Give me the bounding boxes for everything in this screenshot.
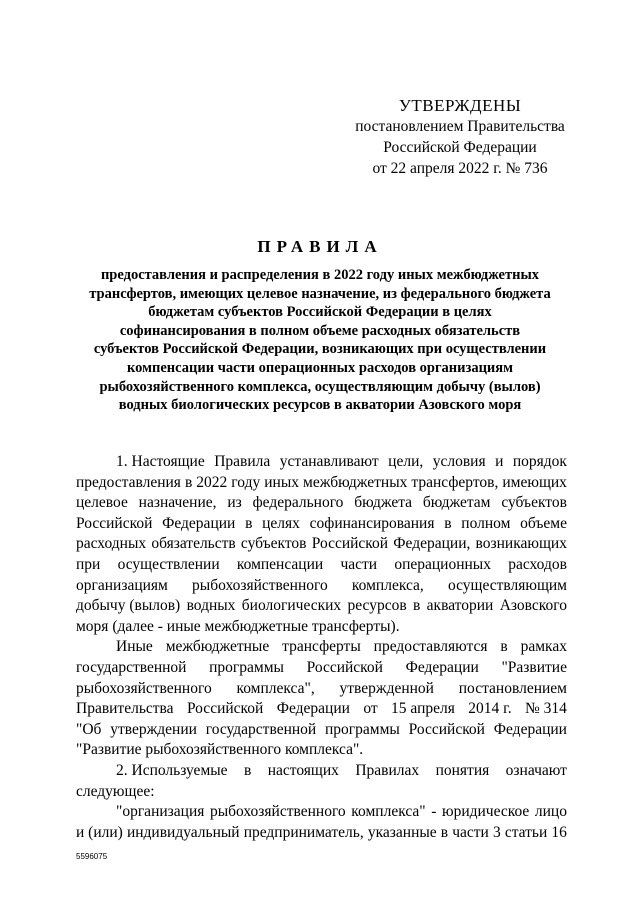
word: в <box>440 823 449 841</box>
word: лицо <box>534 803 567 821</box>
word: понятия <box>435 761 490 779</box>
word: государственной <box>205 720 317 738</box>
text-line <box>76 679 567 700</box>
text-line <box>76 802 567 823</box>
word: в <box>245 514 253 532</box>
word: предприниматель, <box>243 823 364 841</box>
word: статьи <box>504 823 548 841</box>
word: при <box>76 555 101 573</box>
word: утвержденной <box>339 679 434 697</box>
word: осуществляющим <box>447 576 567 594</box>
word: юридическое <box>441 803 530 821</box>
word: расходов <box>508 555 567 573</box>
word: № 314 <box>525 700 567 718</box>
subtitle-line: рыбохозяйственного комплекса, осуществляющим добычу (вылов) <box>99 378 541 395</box>
word: части <box>340 555 378 573</box>
text-line <box>76 555 567 576</box>
document-code: 5596075 <box>76 852 108 861</box>
word: программы <box>324 720 400 738</box>
approval-line: от 22 апреля 2022 г. № 736 <box>372 160 548 177</box>
text-line <box>76 761 567 782</box>
word: 2022 <box>196 473 228 491</box>
word: порядок <box>512 453 567 470</box>
word: Федерации <box>493 720 567 738</box>
paragraph <box>76 802 567 843</box>
text-line <box>76 782 567 803</box>
text-line <box>76 720 567 741</box>
word: бюджета <box>354 494 413 512</box>
word: Федерации, <box>393 535 471 553</box>
word: Правительства <box>76 700 174 718</box>
text-line <box>76 699 567 720</box>
word: осуществлении <box>117 555 220 573</box>
word: добычу (вылов) <box>76 597 181 615</box>
word: иных <box>264 473 299 491</box>
word: объеме <box>520 514 567 532</box>
word: 1. Настоящие <box>116 453 205 470</box>
approval-line: постановлением Правительства <box>355 118 565 135</box>
text-line <box>76 534 567 555</box>
text-line <box>76 576 567 597</box>
word: постановлением <box>458 679 567 697</box>
word: Российской <box>408 720 485 738</box>
word: настоящих <box>267 761 339 779</box>
word: "организация <box>116 803 205 821</box>
word: и (или) <box>76 823 123 841</box>
word: предоставляются <box>373 638 488 656</box>
paragraph <box>76 761 567 802</box>
word: ресурсов <box>347 597 407 615</box>
word: операционных <box>394 555 491 573</box>
word: организациям <box>76 576 168 594</box>
word: в <box>184 473 193 491</box>
subtitle-line: предоставления и распределения в 2022 году иных межбюджетных <box>100 267 540 283</box>
word: субъектов <box>240 535 307 553</box>
word: в <box>444 514 452 532</box>
word: полном <box>461 514 511 532</box>
word: в <box>243 761 252 779</box>
word: рыбохозяйственного <box>209 803 346 821</box>
word: части <box>452 823 489 841</box>
document-title: ПРАВИЛА <box>257 237 383 256</box>
word: 15 апреля <box>391 700 455 718</box>
word: возникающих <box>475 535 567 553</box>
text-line <box>76 452 567 473</box>
word: 3 <box>492 823 501 841</box>
word: указанные <box>367 823 437 841</box>
word: Российской <box>76 514 153 532</box>
subtitle-line: софинансирования в полном объеме расходных обязательств <box>119 322 521 339</box>
word: комплекса", <box>236 679 315 697</box>
word: расходных <box>76 535 147 553</box>
document-subtitle <box>60 266 580 415</box>
word: году <box>231 473 261 491</box>
word: означают <box>505 761 567 779</box>
word: Федерации <box>162 514 236 532</box>
word: от <box>363 700 378 718</box>
word: водных <box>186 597 236 615</box>
word: 2. Используемые <box>116 761 228 779</box>
paragraph <box>76 637 567 761</box>
word: Азовского <box>499 597 567 615</box>
word: цели, <box>388 453 424 470</box>
word: в <box>500 638 508 656</box>
word: софинансирования <box>309 514 435 532</box>
text-line <box>76 658 567 679</box>
approval-line: Российской Федерации <box>383 139 537 156</box>
text-line <box>76 493 567 514</box>
text-line <box>76 473 567 494</box>
word: из <box>227 494 242 512</box>
word: федерального <box>252 494 344 512</box>
word: следующее: <box>76 782 155 800</box>
word: 2014 г. <box>468 700 512 718</box>
document-body <box>76 452 567 843</box>
word: целевое <box>76 494 128 512</box>
word: рамках <box>520 638 567 656</box>
text-line <box>76 514 567 535</box>
word: межбюджетные <box>165 638 270 656</box>
subtitle-line: водных биологических ресурсов в акватории Азовского моря <box>118 397 522 414</box>
word: межбюджетных <box>303 473 408 491</box>
word: Правилах <box>355 761 420 779</box>
text-line <box>76 740 567 761</box>
word: - <box>431 803 437 821</box>
word: Иные <box>116 638 153 656</box>
word: бюджетам <box>422 494 491 512</box>
text-line <box>76 637 567 658</box>
word: и <box>495 453 504 470</box>
word: "Об <box>76 720 102 738</box>
word: Российской <box>311 535 389 553</box>
word: "Развитие <box>501 658 567 676</box>
word: условия <box>432 453 486 470</box>
word: биологических <box>241 597 342 615</box>
word: компенсации <box>236 555 324 573</box>
subtitle-line: бюджетам субъектов Российской Федерации в целях <box>148 304 492 321</box>
word: Российской <box>186 700 264 718</box>
word: государственной <box>76 658 187 676</box>
word: комплекса" <box>351 803 426 821</box>
subtitle-line: субъектов Российской Федерации, возникающих при осуществлении <box>93 341 547 358</box>
word: обязательств <box>151 535 236 553</box>
word: Российской <box>306 658 383 676</box>
word: имеющих <box>502 473 567 491</box>
word: назначение, <box>138 494 217 512</box>
word: субъектов <box>501 494 567 512</box>
word: в <box>413 597 421 615</box>
text-line <box>76 617 567 638</box>
word: программы <box>209 658 284 676</box>
approval-block <box>340 95 580 179</box>
word: комплекса, <box>351 576 424 594</box>
word: предоставления <box>76 473 181 491</box>
word: целях <box>262 514 300 532</box>
word: Правила <box>214 453 271 470</box>
word: акватории <box>426 597 494 615</box>
word: моря (далее - иные межбюджетные трансферты). <box>76 617 400 635</box>
text-line <box>76 823 567 844</box>
word: рыбохозяйственного <box>192 576 328 594</box>
word: трансферты <box>282 638 361 656</box>
approval-word: УТВЕРЖДЕНЫ <box>398 96 522 115</box>
word: рыбохозяйственного <box>76 679 212 697</box>
word: индивидуальный <box>126 823 240 841</box>
word: утверждении <box>110 720 197 738</box>
word: "Развитие рыбохозяйственного комплекса". <box>76 741 364 759</box>
word: 16 <box>551 823 567 841</box>
word: устанавливают <box>279 453 379 470</box>
text-line <box>76 596 567 617</box>
word: Федерации <box>405 658 479 676</box>
paragraph <box>76 452 567 637</box>
subtitle-line: компенсации части операционных расходов организациям <box>126 359 514 376</box>
subtitle-line: трансфертов, имеющих целевое назначение, из федерального бюджета <box>89 285 551 302</box>
word: трансфертов, <box>411 473 499 491</box>
word: Федерации <box>276 700 350 718</box>
